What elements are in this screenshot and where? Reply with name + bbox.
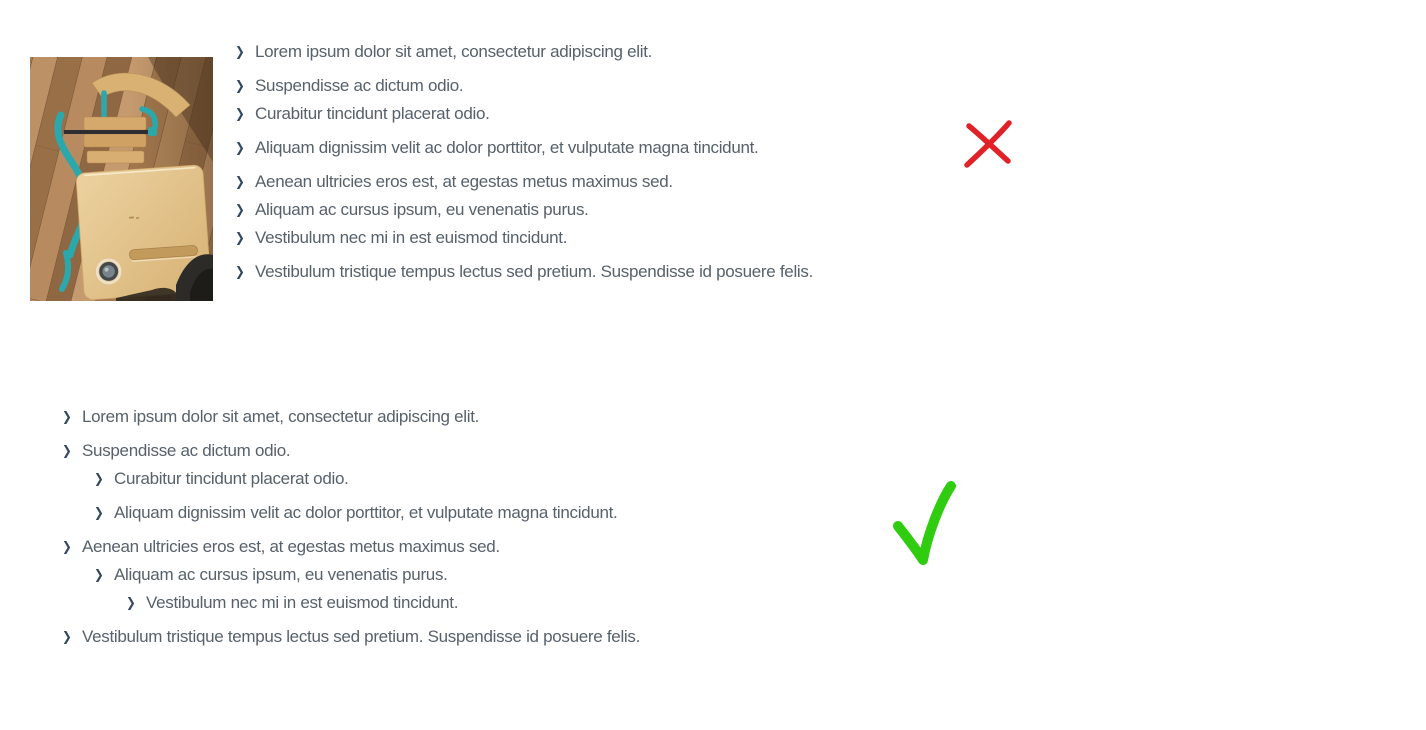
list-item [235, 171, 813, 192]
chevron-bullet-icon: ❯ [235, 140, 245, 155]
list-item-text: Aliquam ac cursus ipsum, eu venenatis purus. [114, 565, 448, 584]
list-item [235, 103, 813, 124]
check-icon [890, 480, 960, 572]
list-item [235, 75, 813, 96]
list-item-text: Vestibulum tristique tempus lectus sed pretium. Suspendisse id posuere felis. [82, 627, 641, 646]
chevron-bullet-icon: ❯ [235, 174, 245, 189]
chevron-bullet-icon: ❯ [62, 409, 72, 424]
nested-list [62, 406, 640, 647]
cross-icon [962, 118, 1016, 170]
list-item-text: Suspendisse ac dictum odio. [255, 76, 464, 95]
chevron-bullet-icon: ❯ [62, 443, 72, 458]
chevron-bullet-icon: ❯ [235, 106, 245, 121]
flat-list [235, 41, 813, 282]
list-item [235, 227, 813, 248]
list-item-text: Curabitur tincidunt placerat odio. [114, 469, 349, 488]
chevron-bullet-icon: ❯ [62, 539, 72, 554]
list-item-text: Aliquam dignissim velit ac dolor porttitor, et vulputate magna tincidunt. [114, 503, 618, 522]
list-item-text: Aenean ultricies eros est, at egestas metus maximus sed. [255, 172, 673, 191]
chevron-bullet-icon: ❯ [94, 505, 104, 520]
list-item-text: Suspendisse ac dictum odio. [82, 441, 291, 460]
chevron-bullet-icon: ❯ [235, 230, 245, 245]
list-item [235, 199, 813, 220]
chevron-bullet-icon: ❯ [94, 471, 104, 486]
list-item-text: Aliquam dignissim velit ac dolor porttitor, et vulputate magna tincidunt. [255, 138, 759, 157]
list-item [62, 440, 640, 461]
chevron-bullet-icon: ❯ [235, 202, 245, 217]
chevron-bullet-icon: ❯ [126, 595, 136, 610]
list-item [62, 626, 640, 647]
list-item [235, 137, 813, 158]
list-item [94, 502, 640, 523]
list-item [126, 592, 640, 613]
list-item-text: Curabitur tincidunt placerat odio. [255, 104, 490, 123]
list-item-text: Lorem ipsum dolor sit amet, consectetur adipiscing elit. [255, 42, 653, 61]
list-item [62, 406, 640, 427]
desk-photo [30, 57, 213, 301]
list-item-text: Aliquam ac cursus ipsum, eu venenatis purus. [255, 200, 589, 219]
chevron-bullet-icon: ❯ [62, 629, 72, 644]
chevron-bullet-icon: ❯ [94, 567, 104, 582]
list-item-text: Lorem ipsum dolor sit amet, consectetur adipiscing elit. [82, 407, 480, 426]
list-item [94, 468, 640, 489]
list-item [235, 41, 813, 62]
list-item [94, 564, 640, 585]
chevron-bullet-icon: ❯ [235, 264, 245, 279]
desk-photo-image [30, 57, 213, 301]
chevron-bullet-icon: ❯ [235, 44, 245, 59]
list-item [62, 536, 640, 557]
list-item-text: Vestibulum nec mi in est euismod tincidunt. [146, 593, 459, 612]
list-item-text: Aenean ultricies eros est, at egestas metus maximus sed. [82, 537, 500, 556]
chevron-bullet-icon: ❯ [235, 78, 245, 93]
list-item-text: Vestibulum tristique tempus lectus sed pretium. Suspendisse id posuere felis. [255, 262, 814, 281]
list-item-text: Vestibulum nec mi in est euismod tincidunt. [255, 228, 568, 247]
list-item [235, 261, 813, 282]
